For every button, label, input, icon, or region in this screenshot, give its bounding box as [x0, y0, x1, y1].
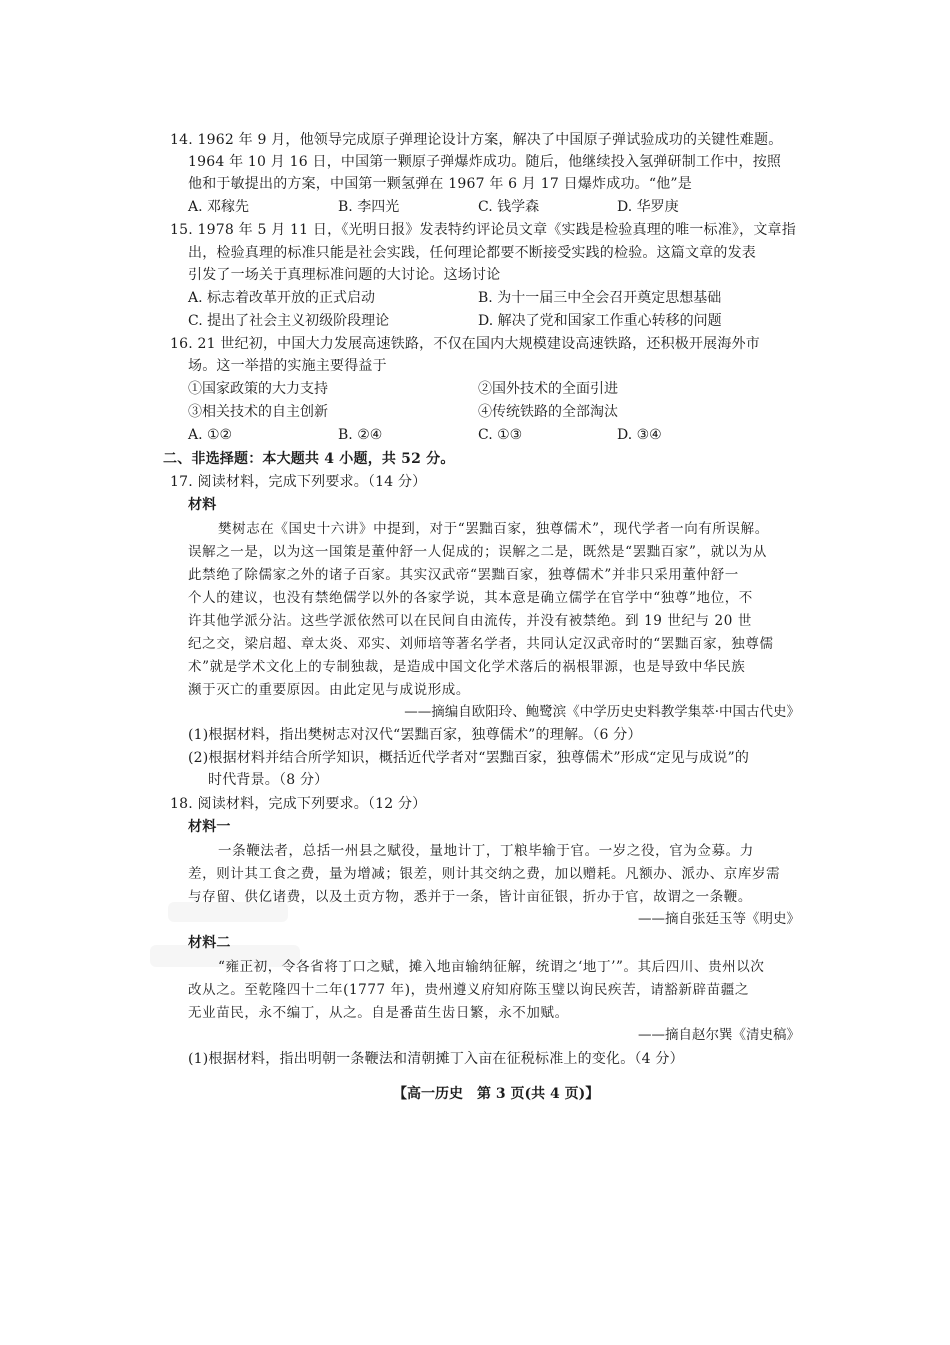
q14-option-a: A. 邓稼先	[188, 199, 250, 215]
q16-stem-line: 16. 21 世纪初，中国大力发展高速铁路，不仅在国内大规模建设高速铁路，还积极开展海外市	[170, 336, 760, 352]
q18-material-1-line: 差，则计其工食之费，量为增减；银差，则计其交纳之费，加以赠耗。凡额办、派办、京库岁需	[188, 866, 781, 882]
q15-option-a: A. 标志着改革开放的正式启动	[188, 290, 376, 306]
q15-option-b: B. 为十一届三中全会召开奠定思想基础	[478, 290, 722, 306]
q15-stem-line: 引发了一场关于真理标准问题的大讨论。这场讨论	[188, 267, 501, 283]
q16-stem-line: 场。这一举措的实施主要得益于	[188, 358, 387, 374]
q17-title: 17. 阅读材料，完成下列要求。（14 分）	[170, 474, 427, 490]
q14-option-c: C. 钱学森	[478, 199, 540, 215]
q16-option-b: B. ②④	[338, 427, 383, 443]
q14-stem-line: 1964 年 10 月 16 日，中国第一颗原子弹爆炸成功。随后，他继续投入氢弹研制工作中，按照	[188, 154, 782, 170]
q17-material-line: 术”就是学术文化上的专制独裁，是造成中国文化学术落后的祸根罪源，也是导致中华民族	[188, 659, 746, 675]
q18-material-1-label: 材料一	[188, 819, 231, 835]
q15-option-c: C. 提出了社会主义初级阶段理论	[188, 313, 390, 329]
q14-option-b: B. 李四光	[338, 199, 400, 215]
q14-stem-line: 14. 1962 年 9 月，他领导完成原子弹理论设计方案，解决了中国原子弹试验成功的关键性难题。	[170, 132, 783, 148]
q16-item-3: ③相关技术的自主创新	[188, 404, 328, 420]
q18-material-2-line: “雍正初，令各省将丁口之赋，摊入地亩输纳征解，统谓之‘地丁’”。其后四川、贵州以次	[218, 959, 765, 975]
q17-source: ——摘编自欧阳玲、鲍鹭滨《中学历史史料教学集萃·中国古代史》	[404, 704, 800, 720]
q18-material-2-label: 材料二	[188, 935, 231, 951]
q18-material-2-source: ——摘自赵尔巽《清史稿》	[638, 1027, 800, 1043]
q17-material-line: 此禁绝了除儒家之外的诸子百家。其实汉武帝“罢黜百家，独尊儒术”并非只采用董仲舒一	[188, 567, 739, 583]
q17-material-line: 濒于灭亡的重要原因。由此定见与成说形成。	[188, 682, 470, 698]
q16-item-1: ①国家政策的大力支持	[188, 381, 328, 397]
q18-material-2-line: 无业苗民，永不编丁，从之。自是番苗生齿日繁，永不加赋。	[188, 1005, 569, 1021]
q18-material-1-source: ——摘自张廷玉等《明史》	[638, 911, 800, 927]
q16-option-c: C. ①③	[478, 427, 523, 443]
q16-item-2: ②国外技术的全面引进	[478, 381, 618, 397]
q14-stem-line: 他和于敏提出的方案，中国第一颗氢弹在 1967 年 6 月 17 日爆炸成功。“他”是	[188, 176, 692, 192]
q17-sub-question-1: (1)根据材料，指出樊树志对汉代“罢黜百家，独尊儒术”的理解。（6 分）	[188, 727, 642, 743]
q17-sub-question-2: 时代背景。（8 分）	[208, 772, 329, 788]
page-footer: 【高一历史 第 3 页(共 4 页)】	[393, 1086, 600, 1102]
q17-material-line: 许其他学派分沾。这些学派依然可以在民间自由流传，并没有被禁绝。到 19 世纪与 20 世	[188, 613, 752, 629]
q18-material-2-line: 改从之。至乾隆四十二年(1777 年)，贵州遵义府知府陈玉璧以询民疾苦，请豁新辟苗疆之	[188, 982, 749, 998]
q17-material-line: 个人的建议，也没有禁绝儒学以外的各家学说，其本意是确立儒学在官学中“独尊”地位，不	[188, 590, 753, 606]
q18-sub-question-1: (1)根据材料，指出明朝一条鞭法和清朝摊丁入亩在征税标准上的变化。（4 分）	[188, 1051, 684, 1067]
q15-stem-line: 出，检验真理的标准只能是社会实践，任何理论都要不断接受实践的检验。这篇文章的发表	[188, 245, 756, 261]
q16-option-d: D. ③④	[617, 427, 662, 443]
q17-sub-question-2: (2)根据材料并结合所学知识，概括近代学者对“罢黜百家，独尊儒术”形成“定见与成说”的	[188, 750, 750, 766]
q17-material-line: 樊树志在《国史十六讲》中提到，对于“罢黜百家，独尊儒术”，现代学者一向有所误解。	[218, 521, 769, 537]
q15-option-d: D. 解决了党和国家工作重心转移的问题	[478, 313, 722, 329]
section-2-heading: 二、非选择题：本大题共 4 小题，共 52 分。	[163, 451, 455, 467]
q18-material-1-line: 与存留、供亿诸费，以及土贡方物，悉并于一条，皆计亩征银，折办于官，故谓之一条鞭。	[188, 889, 752, 905]
q16-item-4: ④传统铁路的全部淘汰	[478, 404, 618, 420]
q17-material-line: 误解之一是，以为这一国策是董仲舒一人促成的；误解之二是，既然是“罢黜百家”，就以为从	[188, 544, 768, 560]
q18-material-1-line: 一条鞭法者，总括一州县之赋役，量地计丁，丁粮毕输于官。一岁之役，官为佥募。力	[218, 843, 754, 859]
q14-option-d: D. 华罗庚	[617, 199, 679, 215]
q16-option-a: A. ①②	[188, 427, 233, 443]
q17-material-label: 材料	[188, 497, 217, 513]
q18-title: 18. 阅读材料，完成下列要求。（12 分）	[170, 796, 427, 812]
q15-stem-line: 15. 1978 年 5 月 11 日，《光明日报》发表特约评论员文章《实践是检验真理的唯一标准》，文章指	[170, 222, 796, 238]
q17-material-line: 纪之交，梁启超、章太炎、邓实、刘师培等著名学者，共同认定汉武帝时的“罢黜百家，独尊儒	[188, 636, 774, 652]
